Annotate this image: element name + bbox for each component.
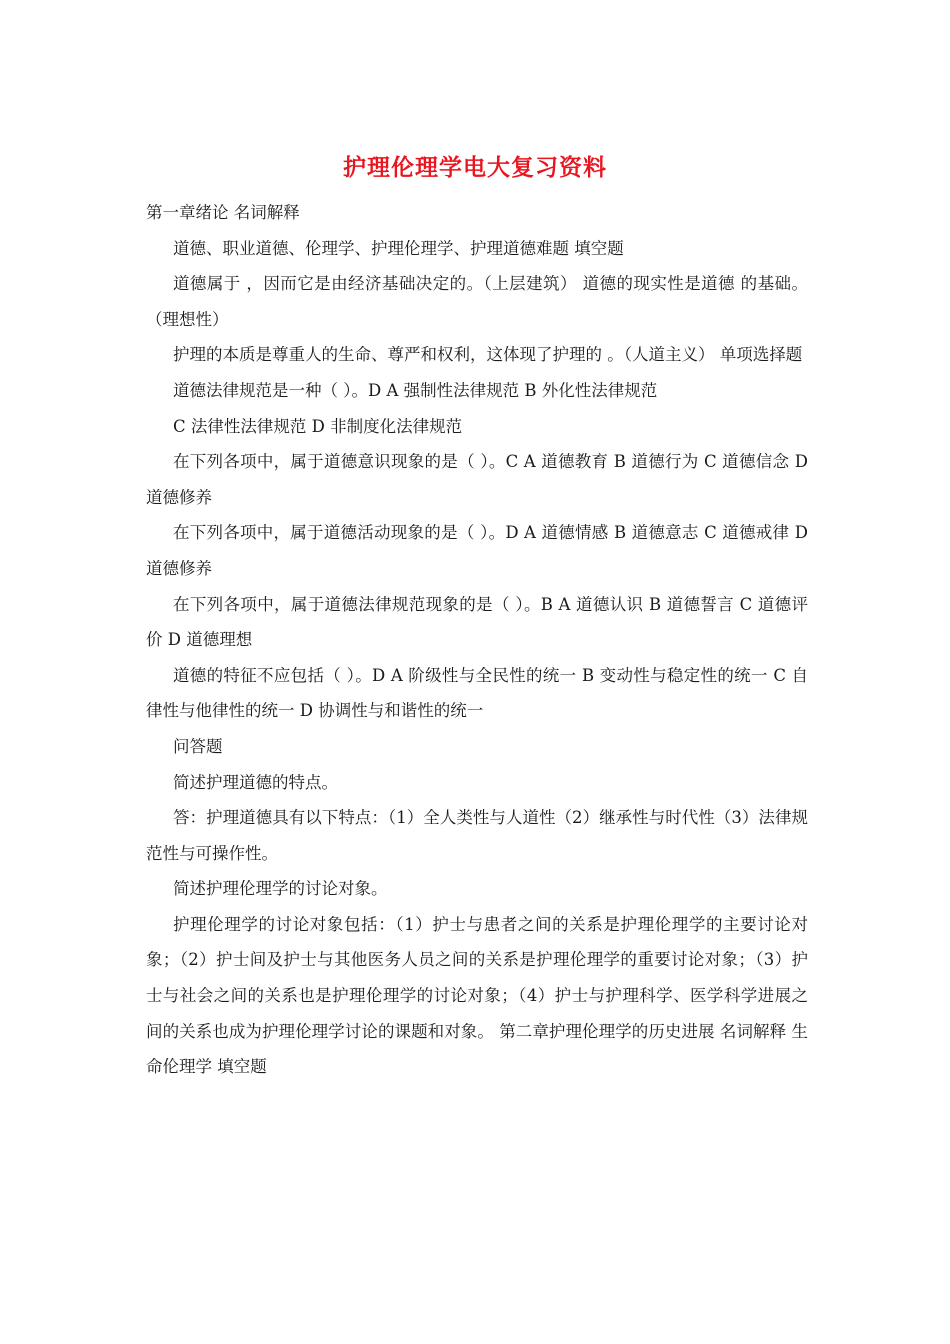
- chapter-heading: 第一章绪论 名词解释: [146, 203, 300, 222]
- paragraph-fill-blank-1: 道德属于 ，因而它是由经济基础决定的。（上层建筑） 道德的现实性是道德 的基础。（理想性）: [146, 274, 808, 329]
- paragraph-choice-5: 道德的特征不应包括（ ）。D A 阶级性与全民性的统一 B 变动性与稳定性的统一 C 自律性与他律性的统一 D 协调性与和谐性的统一: [146, 665, 808, 721]
- paragraph-terms: 道德、职业道德、伦理学、护理伦理学、护理道德难题 填空题: [173, 238, 624, 258]
- answer-1: 答：护理道德具有以下特点：（1）全人类性与人道性（2）继承性与时代性（3）法律规范性与可操作性。: [146, 808, 808, 863]
- paragraph-choice-2: 在下列各项中，属于道德意识现象的是（ ）。C A 道德教育 B 道德行为 C 道德信念 D 道德修养: [146, 452, 808, 507]
- paragraph-choice-1: 道德法律规范是一种（ ）。D A 强制性法律规范 B 外化性法律规范: [173, 380, 658, 400]
- section-heading-qa: 问答题: [173, 736, 223, 756]
- document-title: 护理伦理学电大复习资料: [343, 154, 607, 181]
- document-body: [146, 195, 808, 1085]
- paragraph-choice-1-options: C 法律性法律规范 D 非制度化法律规范: [173, 416, 463, 436]
- paragraph-choice-3: 在下列各项中，属于道德活动现象的是（ ）。D A 道德情感 B 道德意志 C 道德戒律 D 道德修养: [146, 523, 808, 578]
- paragraph-fill-blank-2: 护理的本质是尊重人的生命、尊严和权利，这体现了护理的 。（人道主义） 单项选择题: [173, 345, 803, 365]
- paragraph-choice-4: 在下列各项中，属于道德法律规范现象的是（ ）。B A 道德认识 B 道德誓言 C 道德评价 D 道德理想: [146, 594, 808, 650]
- question-2: 简述护理伦理学的讨论对象。: [173, 879, 388, 899]
- answer-2: 护理伦理学的讨论对象包括：（1）护士与患者之间的关系是护理伦理学的主要讨论对象；（2）护士间及护士与其他医务人员之间的关系是护理伦理学的重要讨论对象；（3）护士与社会之间的关系也是护理伦理学的讨论对象；（4）护士与护理科学、医学科学进展之间的关系也成为护理伦理学讨论的课题和对象。 第二章护理伦理学的历史进展 名词解释 生命伦理学 填空题: [146, 914, 808, 1077]
- question-1: 简述护理道德的特点。: [173, 772, 338, 792]
